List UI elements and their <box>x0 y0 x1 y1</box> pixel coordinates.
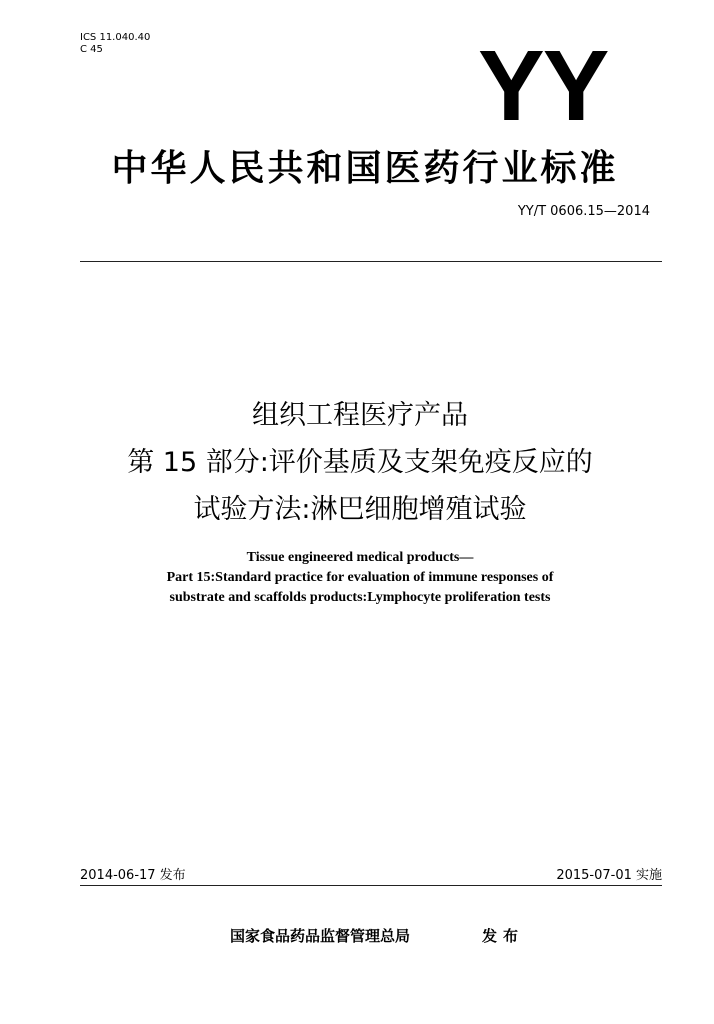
classification-codes <box>80 32 150 56</box>
footer-divider <box>80 885 662 886</box>
standard-organization-title: 中华人民共和国医药行业标准 <box>111 148 619 189</box>
english-title-line-1: Tissue engineered medical products— <box>246 550 474 565</box>
chinese-title-line-2: 第 15 部分:评价基质及支架免疫反应的 <box>127 447 593 478</box>
yy-logo: YY <box>478 30 608 142</box>
english-title <box>60 548 660 608</box>
issued-label: 发布 <box>482 927 525 945</box>
english-title-line-3: substrate and scaffolds products:Lymphocyte proliferation tests <box>169 590 551 605</box>
header-divider <box>80 261 662 262</box>
ccs-code: C 45 <box>80 44 103 55</box>
implementation-date: 2015-07-01 实施 <box>556 868 662 883</box>
chinese-title-line-3: 试验方法:淋巴细胞增殖试验 <box>193 494 527 525</box>
chinese-title <box>60 392 660 533</box>
ics-code: ICS 11.040.40 <box>80 32 151 43</box>
standard-number: YY/T 0606.15—2014 <box>517 204 650 219</box>
issuing-authority: 国家食品药品监督管理总局 <box>230 927 411 945</box>
chinese-title-line-1: 组织工程医疗产品 <box>252 400 468 431</box>
issue-date: 2014-06-17 发布 <box>80 868 186 883</box>
english-title-line-2: Part 15:Standard practice for evaluation of immune responses of <box>166 570 554 585</box>
